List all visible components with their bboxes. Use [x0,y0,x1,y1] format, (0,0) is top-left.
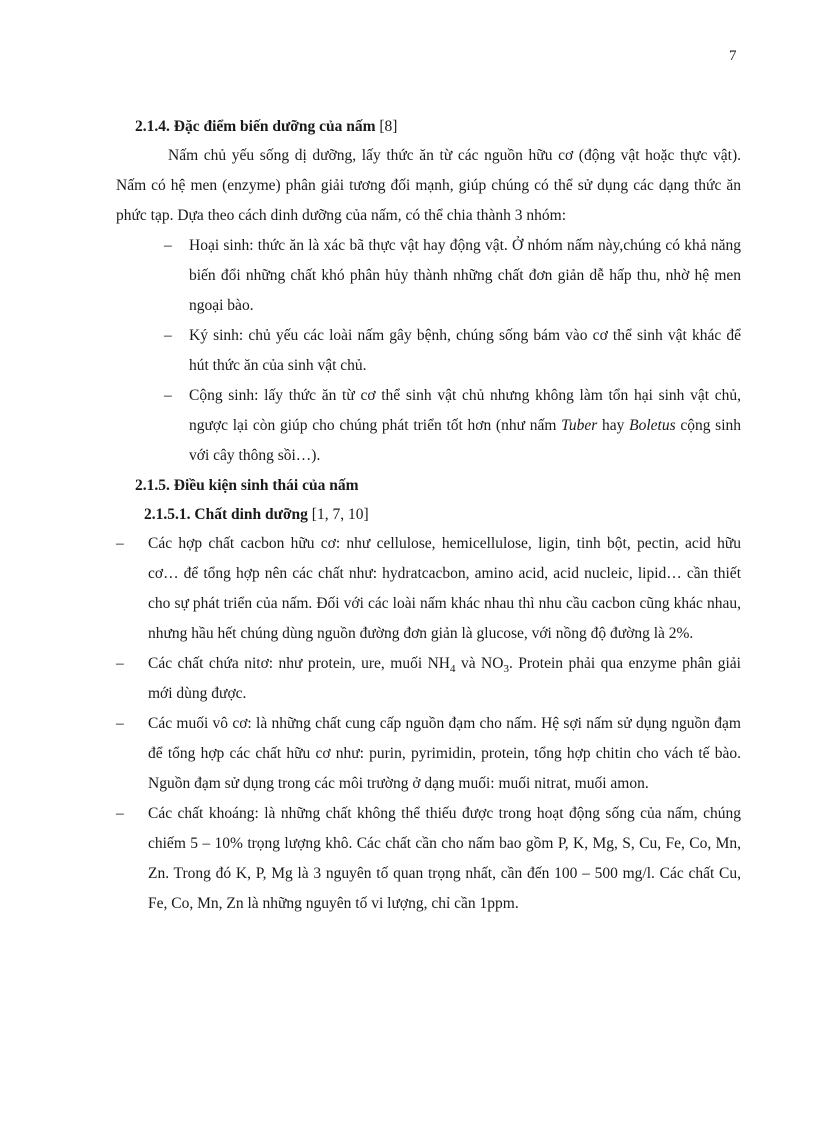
dash-bullet: – [116,535,124,552]
nutrition-groups-list [116,231,741,471]
species-name-tuber: Tuber [561,417,598,434]
list-item [116,709,741,799]
section-215-title: 2.1.5. Điều kiện sinh thái của nấm [135,477,359,494]
list-item-text-a: Cộng sinh: lấy thức ăn từ cơ thể sinh vật chủ nhưng không làm tổn hại sinh vật chủ, ngược lại còn giúp cho chúng phát triển tốt hơn (như nấm [189,387,741,434]
list-item [116,529,741,649]
dash-bullet: – [164,387,172,404]
list-item-text-c: . Protein phải qua enzyme phân giải mới dùng được. [148,655,741,702]
list-item [116,799,741,919]
section-214-heading [135,112,741,141]
nutrients-list [116,529,741,919]
subscript-4: 4 [449,663,456,676]
list-item-text-b: và NO [455,655,504,672]
section-2151-ref: [1, 7, 10] [311,506,369,523]
list-item-text-b: hay [597,417,630,434]
list-item [116,381,741,471]
dash-bullet: – [164,237,172,254]
dash-bullet: – [116,715,124,732]
section-214-intro: Nấm chủ yếu sống dị dưỡng, lấy thức ăn từ các nguồn hữu cơ (động vật hoặc thực vật). Nấm có hệ men (enzyme) phân giải tương đối mạnh, giúp chúng có thể sử dụng các dạng thức ăn phức tạp. Dựa theo cách dinh dưỡng của nấm, có thể chia thành 3 nhóm: [116,147,741,224]
page-number: 7 [729,48,737,64]
list-item [116,321,741,381]
section-2151-title: 2.1.5.1. Chất dinh dưỡng [144,506,308,523]
section-214-title: 2.1.4. Đặc điểm biến dưỡng của nấm [135,118,376,135]
dash-bullet: – [164,327,172,344]
species-name-boletus: Boletus [629,417,676,434]
document-body [116,112,741,919]
list-item-text: Các muối vô cơ: là những chất cung cấp nguồn đạm cho nấm. Hệ sợi nấm sử dụng nguồn đạm để tổng hợp các chất hữu cơ như: purin, pyrimidin, protein, tổng hợp chitin cho vách tế bào. Nguồn đạm sử dụng trong các môi trường ở dạng muối: muối nitrat, muối amon. [148,715,741,792]
subscript-3: 3 [503,663,509,676]
list-item-text: Ký sinh: chủ yếu các loài nấm gây bệnh, chúng sống bám vào cơ thể sinh vật khác để hút thức ăn của sinh vật chủ. [189,327,741,374]
list-item-text: Các hợp chất cacbon hữu cơ: như cellulose, hemicellulose, ligin, tinh bột, pectin, acid hữu cơ… để tổng hợp nên các chất như: hydratcacbon, amino acid, acid nucleic, lipid… cần thiết cho sự phát triển của nấm. Đối với các loài nấm khác nhau thì nhu cầu cacbon cũng khác nhau, nhưng hầu hết chúng dùng nguồn đường đơn giản là glucose, với nồng độ đường là 2%. [148,535,741,642]
list-item [116,649,741,709]
section-2151-heading [144,500,741,529]
list-item [116,231,741,321]
list-item-text-a: Các chất chứa nitơ: như protein, ure, muối NH [148,655,450,672]
section-215-heading [135,471,741,500]
list-item-text: Hoại sinh: thức ăn là xác bã thực vật hay động vật. Ở nhóm nấm này,chúng có khả năng biến đổi những chất khó phân hủy thành những chất đơn giản dễ hấp thu, nhờ hệ men ngoại bào. [189,237,741,314]
list-item-text: Các chất khoáng: là những chất không thể thiếu được trong hoạt động sống của nấm, chúng chiếm 5 – 10% trọng lượng khô. Các chất cần cho nấm bao gồm P, K, Mg, S, Cu, Fe, Co, Mn, Zn. Trong đó K, P, Mg là 3 nguyên tố quan trọng nhất, cần đến 100 – 500 mg/l. Các chất Cu, Fe, Co, Mn, Zn là những nguyên tố vi lượng, chỉ cần 1ppm. [148,805,741,912]
dash-bullet: – [116,805,124,822]
dash-bullet: – [116,655,124,672]
section-214-ref: [8] [379,118,398,135]
list-item-text-c: cộng sinh với cây thông sồi…). [189,417,741,464]
